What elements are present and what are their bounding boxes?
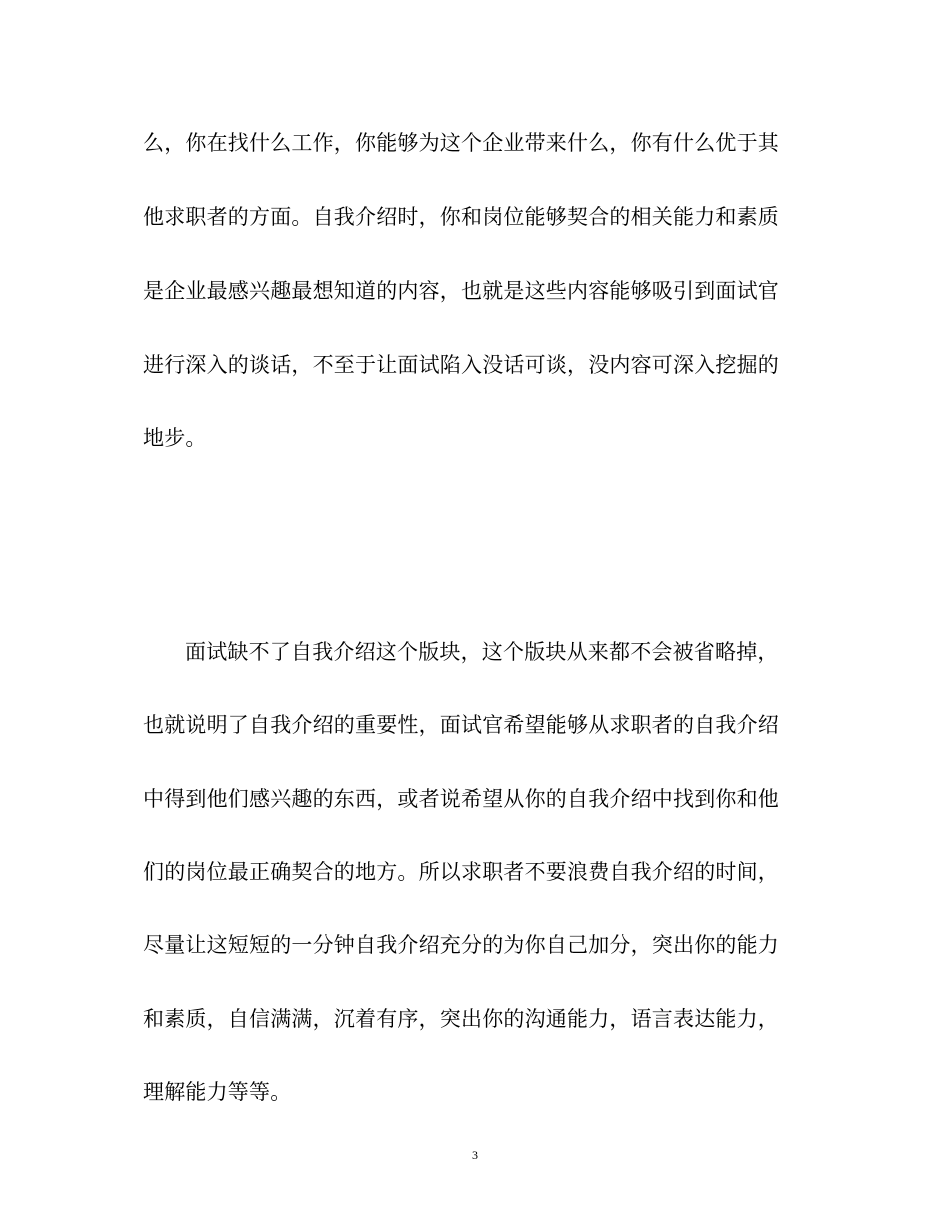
page-number: 3: [472, 1148, 478, 1162]
paragraph-line: 地步。: [143, 426, 207, 450]
paragraph-line: 也就说明了自我介绍的重要性，面试官希望能够从求职者的自我介绍: [143, 713, 779, 737]
paragraph-line: 和素质，自信满满，沉着有序，突出你的沟通能力，语言表达能力，: [143, 1007, 779, 1031]
paragraph-line: 们的岗位最正确契合的地方。所以求职者不要浪费自我介绍的时间，: [143, 860, 779, 884]
paragraph-line: 尽量让这短短的一分钟自我介绍充分的为你自己加分，突出你的能力: [143, 933, 779, 957]
paragraph-line: 理解能力等等。: [143, 1080, 292, 1104]
paragraph-line: 中得到他们感兴趣的东西，或者说希望从你的自我介绍中找到你和他: [143, 787, 779, 811]
paragraph-line: 么，你在找什么工作，你能够为这个企业带来什么，你有什么优于其: [143, 131, 779, 155]
paragraph-line: 是企业最感兴趣最想知道的内容，也就是这些内容能够吸引到面试官: [143, 279, 779, 303]
paragraph-line: 面试缺不了自我介绍这个版块，这个版块从来都不会被省略掉，: [185, 640, 779, 664]
paragraph-line: 他求职者的方面。自我介绍时，你和岗位能够契合的相关能力和素质: [143, 205, 779, 229]
paragraph-line: 进行深入的谈话，不至于让面试陷入没话可谈，没内容可深入挖掘的: [143, 353, 779, 377]
